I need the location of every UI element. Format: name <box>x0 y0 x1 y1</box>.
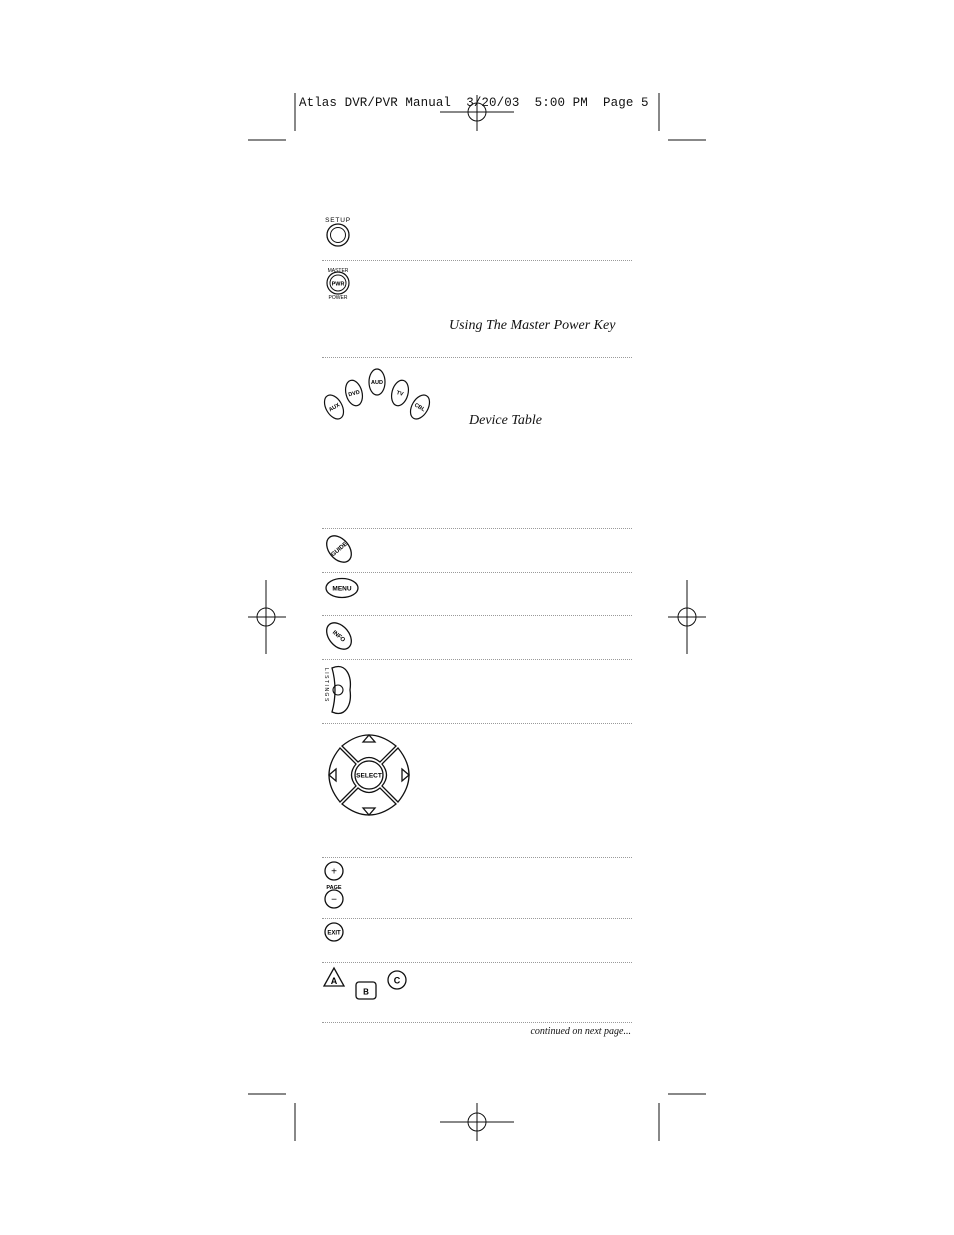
svg-text:EXIT: EXIT <box>327 930 341 937</box>
guide-key-icon <box>322 531 356 567</box>
svg-text:MASTER: MASTER <box>327 268 349 274</box>
svg-text:AUD: AUD <box>371 380 383 386</box>
setup-key-icon <box>320 212 356 248</box>
master-power-reference: Using The Master Power Key <box>449 318 616 333</box>
section-divider <box>322 260 632 261</box>
listings-key-icon <box>320 662 356 718</box>
svg-text:PAGE: PAGE <box>326 885 342 891</box>
master-power-key-icon <box>318 264 358 302</box>
svg-text:−: − <box>331 894 337 906</box>
svg-text:CBL: CBL <box>413 402 426 414</box>
section-divider <box>322 1022 632 1023</box>
svg-text:TV: TV <box>395 390 404 398</box>
svg-text:DVD: DVD <box>347 389 361 399</box>
svg-text:AUX: AUX <box>327 402 342 414</box>
abc-keys-icon <box>322 966 412 1002</box>
section-divider <box>322 857 632 858</box>
header-slug: Atlas DVR/PVR Manual 3/20/03 5:00 PM Page 5 <box>299 96 649 110</box>
device-keys-icon <box>318 364 438 426</box>
svg-text:SETUP: SETUP <box>325 217 351 224</box>
page-keys-icon <box>322 860 348 912</box>
exit-key-icon <box>322 921 346 945</box>
info-key-icon <box>322 618 356 654</box>
section-divider <box>322 918 632 919</box>
section-divider <box>322 615 632 616</box>
svg-text:LISTINGS: LISTINGS <box>323 668 329 703</box>
device-table-reference: Device Table <box>469 413 542 428</box>
svg-text:B: B <box>363 987 369 997</box>
svg-text:INFO: INFO <box>330 629 346 644</box>
svg-text:+: + <box>331 866 337 878</box>
section-divider <box>322 723 632 724</box>
menu-key-icon <box>322 576 362 600</box>
continued-note: continued on next page... <box>530 1026 631 1037</box>
svg-text:SELECT: SELECT <box>356 772 382 780</box>
svg-text:POWER: POWER <box>328 295 348 301</box>
svg-text:PWR: PWR <box>331 281 345 288</box>
section-divider <box>322 962 632 963</box>
navigation-pad-icon <box>322 728 416 822</box>
svg-text:C: C <box>393 975 401 986</box>
svg-text:A: A <box>330 976 338 986</box>
section-divider <box>322 659 632 660</box>
section-divider <box>322 528 632 529</box>
section-divider <box>322 357 632 358</box>
section-divider <box>322 572 632 573</box>
svg-text:GUIDE: GUIDE <box>330 541 349 559</box>
svg-text:MENU: MENU <box>332 585 352 593</box>
